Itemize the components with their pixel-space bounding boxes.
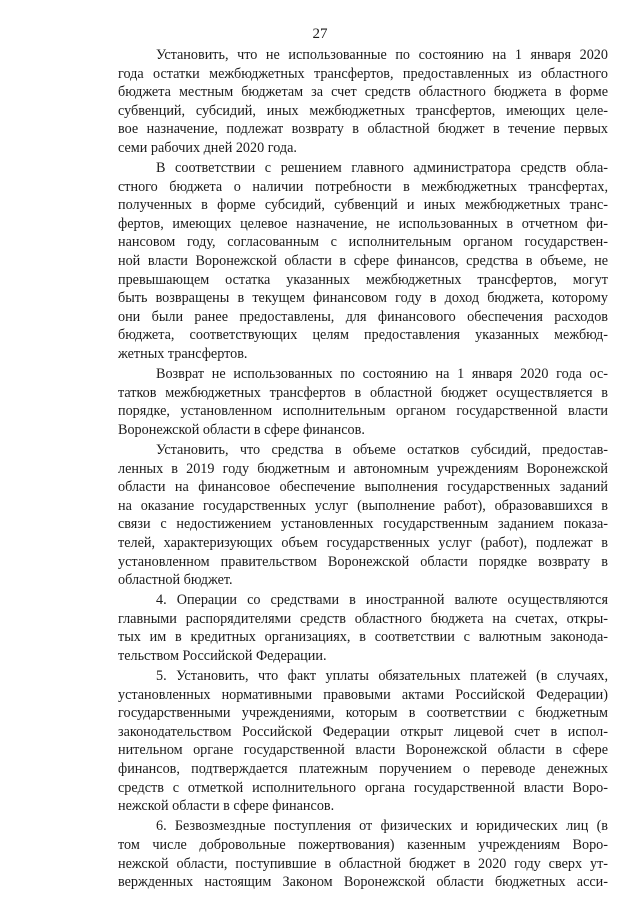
- text-line: Воронежской области в сфере финансов.: [118, 421, 365, 438]
- text-line: 5. Установить, что факт уплаты обязательных платежей (в случаях,: [156, 668, 608, 685]
- text-line: ленных в 2019 году бюджетным и автономным учреждениям Воронежской: [118, 460, 608, 477]
- text-line: стного бюджета о наличии потребности в межбюджетных трансфертах,: [118, 178, 608, 195]
- paragraph-remaining-transfers: [118, 46, 608, 158]
- text-line: субвенций, субсидий, иных межбюджетных трансфертов, имеющих целе-: [118, 102, 608, 119]
- text-line: Установить, что не использованные по состоянию на 1 января 2020: [156, 47, 608, 63]
- text-line: жетных трансфертов.: [118, 346, 248, 362]
- text-line: Возврат не использованных по состоянию на 1 января 2020 года ос-: [156, 366, 608, 383]
- text-line: ной власти Воронежской области в сфере финансов, средства в объеме, не: [118, 253, 608, 270]
- text-line: семи рабочих дней 2020 года.: [118, 139, 297, 156]
- text-line: 4. Операции со средствами в иностранной валюте осуществляются: [156, 592, 608, 609]
- text-line: нительном органе государственной власти Воронежской области в сфере: [118, 742, 608, 759]
- text-line: средств с отметкой исполнительного органа государственной власти Воро-: [118, 779, 608, 796]
- text-line: тельством Российской Федерации.: [118, 648, 327, 664]
- text-line: нансовом году, согласованным с исполнительным органом государствен-: [118, 234, 608, 251]
- text-line: телей, характеризующих объем государственных услуг (работ), подлежат в: [118, 534, 608, 551]
- text-line: государственными учреждениями, которым в соответствии с бюджетным: [118, 705, 608, 722]
- paragraph-administrator-decision: [118, 159, 608, 364]
- text-line: Установить, что средства в объеме остатков субсидий, предостав-: [156, 441, 608, 458]
- text-line: бюджета местным бюджетам за счет средств областного бюджета в форме: [118, 84, 608, 101]
- text-line: тых им в кредитных организациях, в соответствии с валютным законода-: [118, 629, 608, 646]
- text-line: нежской области, поступившие в областной бюджет в 2020 году сверх ут-: [118, 855, 608, 872]
- text-line: законодательством Российской Федерации открыт лицевой счет в испол-: [118, 723, 608, 740]
- text-line: установленных нормативными правовыми актами Российской Федерации): [118, 686, 608, 703]
- text-line: 6. Безвозмездные поступления от физических и юридических лиц (в: [156, 818, 608, 835]
- text-line: года остатки межбюджетных трансфертов, предоставленных из областного: [118, 65, 608, 82]
- document-body: [118, 46, 608, 893]
- text-line: вое назначение, подлежат возврату в областной бюджет в течение первых: [118, 121, 608, 138]
- text-line: главными распорядителями средств областного бюджета на счетах, откры-: [118, 610, 608, 627]
- text-line: порядке, установленном исполнительным органом государственной власти: [118, 403, 608, 420]
- text-line: нежской области в сфере финансов.: [118, 798, 335, 815]
- text-line: связи с недостижением установленных государственным заданием показа-: [118, 516, 608, 533]
- text-line: на оказание государственных услуг (выполнение работ), образовавшихся в: [118, 497, 608, 514]
- paragraph-subsidy-remains: [118, 441, 608, 590]
- paragraph-item-4: [118, 591, 608, 665]
- page-number: 27: [312, 26, 328, 42]
- text-line: том числе добровольные пожертвования) казенным учреждениям Воро-: [118, 836, 608, 853]
- text-line: они были ранее предоставлены, для финансового обеспечения расходов: [118, 308, 608, 325]
- paragraph-item-6: [118, 817, 608, 891]
- text-line: вержденных настоящим Законом Воронежской области бюджетных асси-: [118, 874, 608, 891]
- text-line: В соответствии с решением главного администратора средств обла-: [156, 160, 608, 177]
- text-line: быть возвращены в текущем финансовом году в доход бюджета, которому: [118, 290, 608, 307]
- text-line: фертов, имеющих целевое назначение, не использованных в отчетном фи-: [118, 215, 608, 232]
- text-line: превышающем остатка указанных межбюджетных трансфертов, могут: [118, 271, 608, 288]
- paragraph-return-procedure: [118, 365, 608, 439]
- text-line: области на финансовое обеспечение выполнения государственных заданий: [118, 479, 608, 496]
- text-line: бюджета, соответствующих целям предоставления указанных межбюд-: [118, 327, 608, 344]
- paragraph-item-5: [118, 667, 608, 816]
- text-line: установленном правительством Воронежской области порядке возврату в: [118, 553, 608, 570]
- text-line: областной бюджет.: [118, 572, 233, 589]
- text-line: полученных в форме субсидий, субвенций и иных межбюджетных транс-: [118, 197, 608, 214]
- text-line: татков межбюджетных трансфертов в областной бюджет осуществляется в: [118, 384, 608, 401]
- text-line: финансов, подтверждается платежным поручением о переводе денежных: [118, 761, 608, 778]
